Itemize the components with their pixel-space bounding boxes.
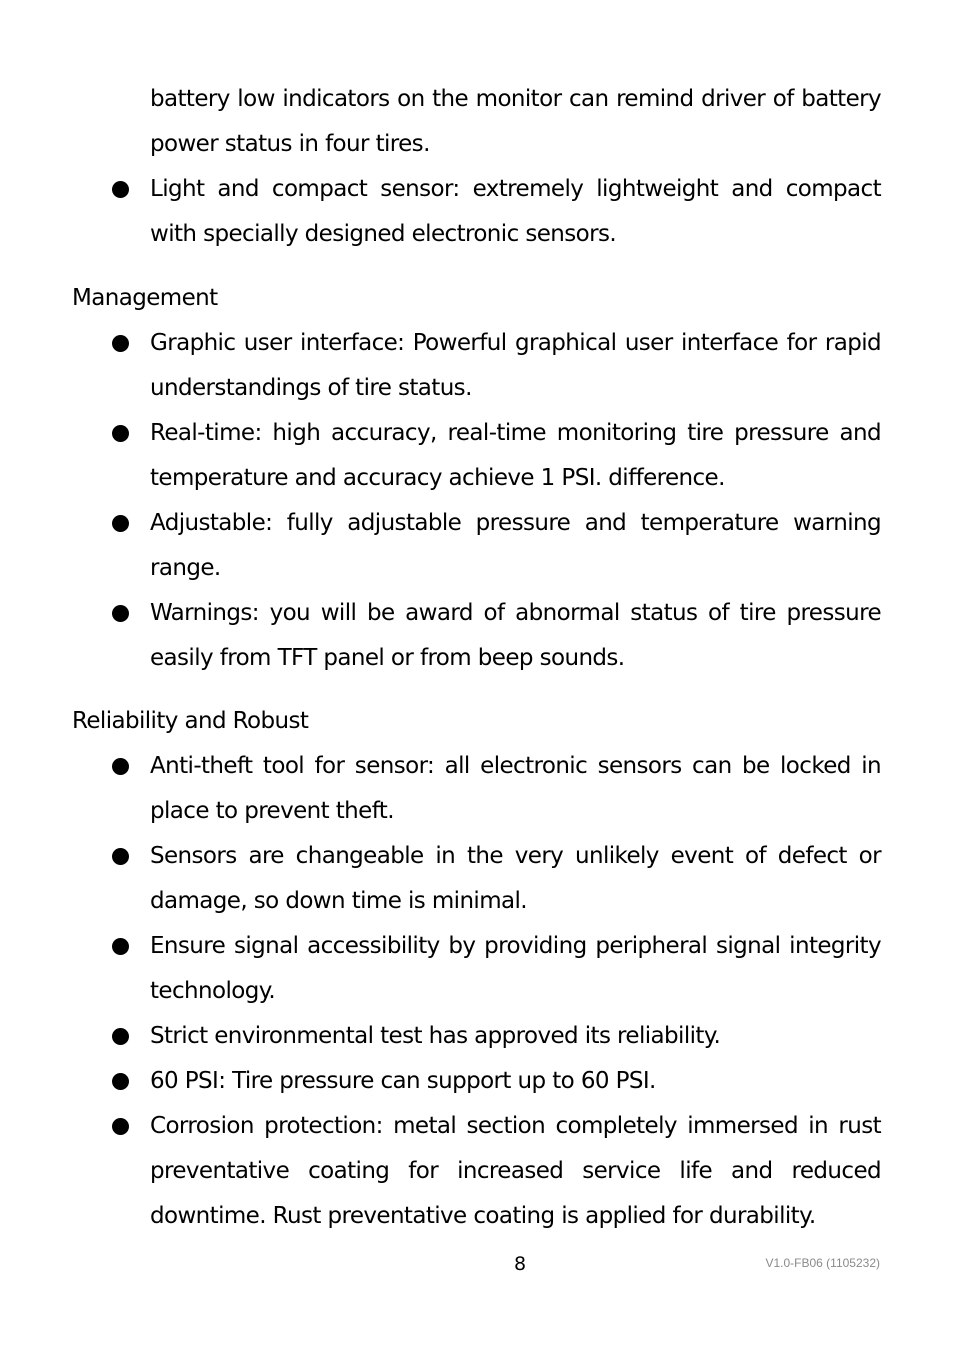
list-item-text: Sensors are changeable in the very unlikely event of defect or damage, so down time is minimal. bbox=[150, 843, 881, 914]
list-item-text: Adjustable: fully adjustable pressure and temperature warning range. bbox=[150, 510, 881, 581]
list-item bbox=[150, 411, 881, 501]
bullet-icon bbox=[112, 335, 129, 352]
list-item bbox=[150, 591, 881, 681]
version-label: V1.0-FB06 (1105232) bbox=[765, 1256, 880, 1270]
list-item bbox=[150, 924, 881, 1014]
list-item-text: Ensure signal accessibility by providing peripheral signal integrity technology. bbox=[150, 933, 881, 1004]
list-item bbox=[150, 501, 881, 591]
list-item bbox=[150, 1059, 881, 1104]
reliability-list bbox=[0, 744, 954, 1239]
bullet-icon bbox=[112, 758, 129, 775]
page-number: 8 bbox=[513, 1253, 527, 1275]
management-list bbox=[0, 321, 954, 681]
list-item bbox=[150, 744, 881, 834]
bullet-icon bbox=[112, 1028, 129, 1045]
list-item-text: Real-time: high accuracy, real-time monitoring tire pressure and temperature and accuracy achieve 1 PSI. difference. bbox=[150, 420, 881, 491]
list-item-text: Graphic user interface: Powerful graphical user interface for rapid understandings of tire status. bbox=[150, 330, 881, 401]
list-item bbox=[150, 834, 881, 924]
bullet-icon bbox=[112, 515, 129, 532]
section-heading-reliability: Reliability and Robust bbox=[72, 708, 309, 734]
bullet-icon bbox=[112, 1073, 129, 1090]
list-item-text: Corrosion protection: metal section completely immersed in rust preventative coating for increased service life and reduced downtime. Rust preventative coating is applied for durability. bbox=[150, 1113, 881, 1229]
bullet-icon bbox=[112, 848, 129, 865]
continuation-text: battery low indicators on the monitor can remind driver of battery power status in four tires. bbox=[150, 86, 881, 157]
list-item-text: Strict environmental test has approved its reliability. bbox=[150, 1023, 721, 1049]
list-item-text: 60 PSI: Tire pressure can support up to 60 PSI. bbox=[150, 1068, 656, 1094]
list-item bbox=[150, 321, 881, 411]
bullet-icon bbox=[112, 1118, 129, 1135]
bullet-icon bbox=[112, 181, 129, 198]
bullet-icon bbox=[112, 425, 129, 442]
list-item bbox=[150, 167, 881, 257]
list-item bbox=[150, 1014, 881, 1059]
bullet-icon bbox=[112, 605, 129, 622]
section-heading-management: Management bbox=[72, 285, 218, 311]
bullet-icon bbox=[112, 938, 129, 955]
intro-bullet-list bbox=[0, 167, 954, 257]
list-item bbox=[150, 1104, 881, 1239]
list-item-text: Light and compact sensor: extremely lightweight and compact with specially designed electronic sensors. bbox=[150, 176, 881, 247]
list-item-text: Warnings: you will be award of abnormal status of tire pressure easily from TFT panel or from beep sounds. bbox=[150, 600, 881, 671]
continuation-block bbox=[0, 77, 954, 167]
list-item-text: Anti-theft tool for sensor: all electronic sensors can be locked in place to prevent theft. bbox=[150, 753, 881, 824]
